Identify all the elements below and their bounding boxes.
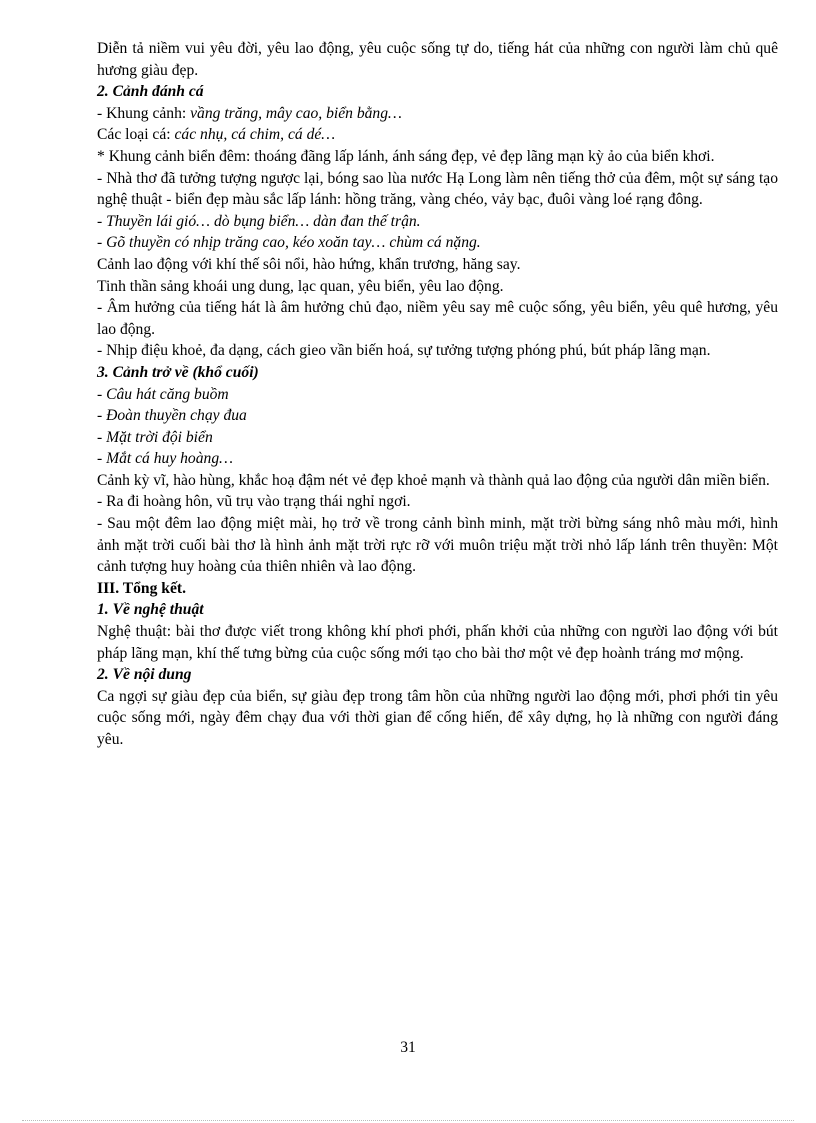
quote-boat-wind: - Thuyền lái gió… dò bụng biển… dàn đan thế trận. [97, 212, 421, 230]
heading-fishing-scene: 2. Cảnh đánh cá [97, 83, 204, 101]
paragraph-optimism: Tinh thần sảng khoái ung dung, lạc quan, yêu biển, yêu lao động. [97, 277, 504, 295]
quote-boat-rhythm: - Gõ thuyền có nhịp trăng cao, kéo xoăn tay… chùm cá nặng. [97, 234, 481, 252]
heading-summary: III. Tổng kết. [97, 579, 186, 597]
heading-content: 2. Về nội dung [97, 666, 192, 684]
paragraph-art: Nghệ thuật: bài thơ được viết trong không khí phơi phới, phấn khởi của những con người lao động với bút pháp lãng mạn, khí thế tưng bừng của cuộc sống mới tạo cho bài thơ một vẻ đẹp hoành tráng mơ mộng. [97, 623, 778, 662]
paragraph-fish-types [97, 124, 778, 146]
paragraph-song-resonance: - Âm hưởng của tiếng hát là âm hưởng chủ đạo, niềm yêu say mê cuộc sống, yêu biển, yêu quê hương, yêu lao động. [97, 299, 778, 338]
paragraph-rhythm: - Nhịp điệu khoẻ, đa dạng, cách gieo vần biến hoá, sự tưởng tượng phóng phú, bút pháp lãng mạn. [97, 342, 711, 360]
page-number: 31 [400, 1039, 416, 1056]
scenery-label: - Khung cảnh: [97, 104, 191, 122]
scenery-italic: vầng trăng, mây cao, biển bằng… [190, 104, 402, 122]
paragraph-night-sea: * Khung cảnh biển đêm: thoáng đãng lấp lánh, ánh sáng đẹp, vẻ đẹp lãng mạn kỳ ảo của biển khơi. [97, 147, 715, 165]
heading-art: 1. Về nghệ thuật [97, 601, 204, 619]
fish-types-label: Các loại cá: [97, 126, 175, 144]
paragraph-grandeur: Cảnh kỳ vĩ, hào hùng, khắc hoạ đậm nét vẻ đẹp khoẻ mạnh và thành quả lao động của người dân miền biển. [97, 471, 770, 489]
fish-types-italic: các nhụ, cá chim, cá dé… [174, 126, 336, 144]
paragraph-scenery [97, 103, 778, 125]
document-body [97, 38, 778, 751]
paragraph-dawn-return: - Sau một đêm lao động miệt mài, họ trở về trong cảnh bình minh, mặt trời bừng sáng nhô màu mới, hình ảnh mặt trời cuối bài thơ là hình ảnh mặt trời rực rỡ với muôn triệu mặt trời nhỏ lấp lánh trên thuyền: Một cảnh tượng huy hoàng của thiên nhiên và lao động. [97, 515, 778, 576]
paragraph-content: Ca ngợi sự giàu đẹp của biển, sự giàu đẹp trong tâm hồn của những người lao động mới, phơi phới tin yêu cuộc sống mới, ngày đêm chạy đua với thời gian để cống hiến, để xây dựng, họ là những con người đáng yêu. [97, 687, 778, 748]
page-bottom-divider [22, 1120, 794, 1121]
paragraph-labor-spirit: Cảnh lao động với khí thế sôi nổi, hào hứng, khẩn trương, hăng say. [97, 255, 521, 273]
quote-fish-eyes: - Mắt cá huy hoàng… [97, 450, 233, 468]
quote-sail: - Câu hát căng buồm [97, 385, 229, 403]
paragraph-imagination: - Nhà thơ đã tưởng tượng ngược lại, bóng sao lùa nước Hạ Long làm nên tiếng thở của đêm, một sự sáng tạo nghệ thuật - biển đẹp màu sắc lấp lánh: hồng trăng, vàng chéo, vảy bạc, đuôi vàng loé rạng đông. [97, 169, 778, 209]
paragraph-sunset: - Ra đi hoàng hôn, vũ trụ vào trạng thái nghỉ ngơi. [97, 493, 411, 511]
heading-return-scene: 3. Cảnh trở về (khổ cuối) [97, 363, 259, 381]
paragraph-intro: Diễn tả niềm vui yêu đời, yêu lao động, yêu cuộc sống tự do, tiếng hát của những con người làm chủ quê hương giàu đẹp. [97, 40, 778, 79]
quote-sun: - Mặt trời đội biển [97, 428, 213, 446]
quote-race: - Đoàn thuyền chạy đua [97, 407, 247, 425]
